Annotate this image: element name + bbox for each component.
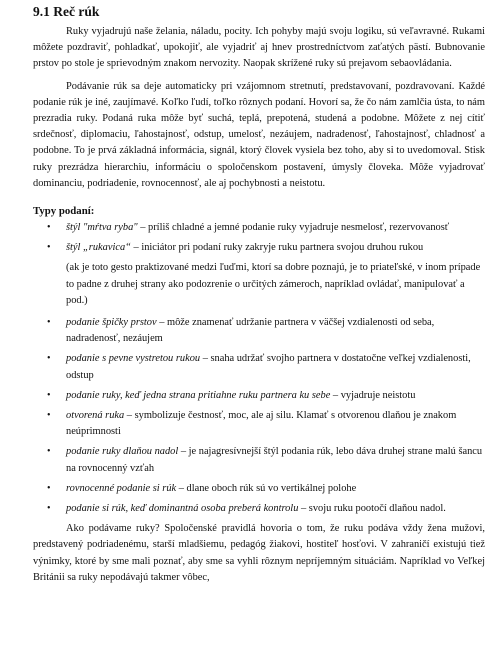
item-term: podanie ruky, keď jedna strana pritiahne ruku partnera ku sebe	[66, 389, 331, 401]
item-term: podanie s pevne vystretou rukou	[66, 353, 201, 365]
list-item	[33, 351, 485, 383]
item-text: – snaha udržať svojho partnera v dostatočne veľkej vzdialenosti, odstup	[66, 353, 471, 381]
note-paragraph: (ak je toto gesto praktizované medzi ľuďmi, ktorí sa dobre poznajú, je to priateľské, v inom prípade to padne z druhej strany ako podozrenie o určitých zámeroch, napríklad ovládať, manipulovať a pod.)	[66, 262, 481, 306]
list-item	[33, 220, 485, 236]
item-text: – je najagresívnejší štýl podania rúk, lebo dáva druhej strane malú šancu na rovnocenný vzťah	[66, 446, 483, 474]
bullet-icon: •	[47, 353, 51, 365]
section-title: 9.1 Reč rúk	[33, 4, 100, 19]
item-term: podanie si rúk, keď dominantná osoba preberá kontrolu	[66, 503, 299, 515]
types-list-2	[33, 315, 485, 517]
bullet-icon: •	[47, 410, 51, 422]
closing-paragraph: Ako podávame ruky? Spoločenské pravidlá hovoria o tom, že ruku podáva vždy žena mužovi, predstavený podriadenému, starší mladšiemu, pedagóg žiakovi, hostiteľ hosťovi. V zahraničí existujú tiež výnimky, ktoré by sme mali poznať, aby sme sa vyhli rôznym nepríjemným situáciám. Napríklad vo Veľkej Británii sa ruky nepodávajú takmer vôbec,	[33, 523, 485, 583]
item-term: rovnocenné podanie si rúk	[66, 482, 177, 494]
bullet-icon: •	[47, 389, 51, 401]
item-text: – dlane oboch rúk sú vo vertikálnej polohe	[176, 482, 357, 494]
item-term: podanie špičky prstov	[66, 317, 157, 329]
item-text: – príliš chladné a jemné podanie ruky vyjadruje nesmelosť, rezervovanosť	[137, 222, 450, 234]
list-item	[33, 481, 485, 497]
list-item	[33, 388, 485, 404]
list-item	[33, 240, 485, 256]
list-item	[33, 408, 485, 440]
types-list-1	[33, 220, 485, 256]
bullet-icon: •	[47, 446, 51, 458]
list-item	[33, 444, 485, 476]
types-heading: Typy podaní:	[33, 205, 95, 218]
bullet-icon: •	[47, 317, 51, 329]
list-item	[33, 315, 485, 347]
bullet-icon: •	[47, 222, 51, 234]
item-text: – vyjadruje neistotu	[330, 389, 416, 401]
bullet-icon: •	[47, 242, 51, 254]
paragraph-2: Podávanie rúk sa deje automaticky pri vzájomnom stretnutí, predstavovaní, pozdravovaní. Každé podanie rúk je iné, zaujímavé. Koľko ľudí, toľko rôznych podaní. Hovorí sa, že čo nám zamlčia ústa, to nám prezradia ruky. Podaná ruka môže byť suchá, teplá, prepotená, studená a podobne. Môžete z nej cítiť srdečnosť, diplomaciu, ľahostajnosť, odstup, umelosť, nezáujem, nadradenosť, ľahostajnosť, chladnosť a podobne. To je prvá základná informácia, signál, ktorý človek vysiela bez toho, aby si to uvedomoval. Stisk ruky prezrádza hierarchiu, informáciu o spoločenskom postavení, úmysly človeka. Môže vyjadrovať dominanciu, podriadenie, rovnocennosť, ale aj pochybnosti a neistotu.	[33, 80, 485, 189]
bullet-icon: •	[47, 503, 51, 515]
bullet-icon: •	[47, 482, 51, 494]
item-term: štýl „rukavica“	[66, 242, 131, 254]
paragraph-1: Ruky vyjadrujú naše želania, náladu, pocity. Ich pohyby majú svoju logiku, sú veľavravné. Rukami môžete pozdraviť, pohladkať, upokojiť, ale vyjadriť aj hnev prostredníctvom zaťatých pästí. Bubnovanie prstov po stole je sprievodným znakom nervozity. Naopak skrížené ruky sú prejavom sebaovládania.	[33, 26, 485, 70]
item-term: štýl "mŕtva ryba"	[66, 222, 138, 234]
item-text: – môže znamenať udržanie partnera v väčšej vzdialenosti od seba, nadradenosť, nezáujem	[66, 317, 435, 345]
item-text: – symbolizuje čestnosť, moc, ale aj silu. Klamať s otvorenou dlaňou je znakom neúprimnosti	[66, 410, 457, 438]
item-term: otvorená ruka	[66, 410, 125, 422]
list-item	[33, 501, 485, 517]
item-term: podanie ruky dlaňou nadol	[66, 446, 179, 458]
item-text: – svoju ruku pootočí dlaňou nadol.	[298, 503, 446, 515]
item-text: – iniciátor pri podaní ruky zakryje ruku partnera svojou druhou rukou	[130, 242, 424, 254]
